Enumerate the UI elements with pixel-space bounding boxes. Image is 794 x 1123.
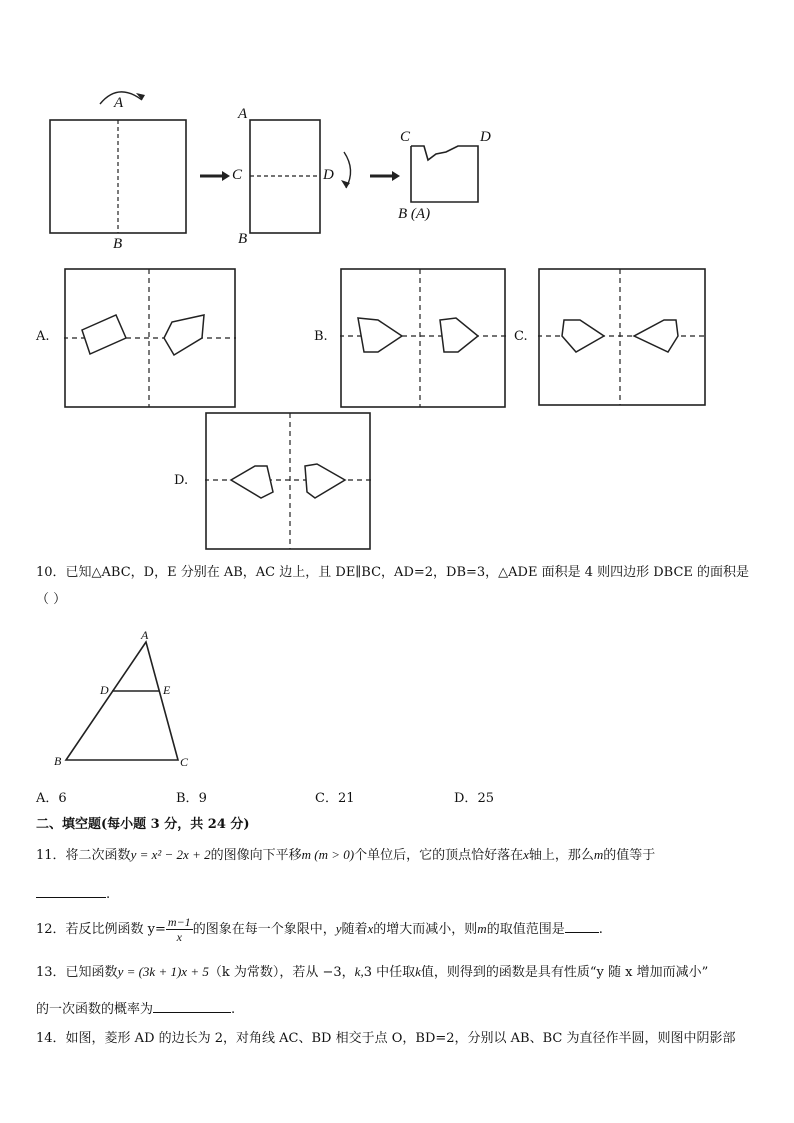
q10-body: 已知△ABC，D，E 分别在 AB，AC 边上，且 DE∥BC，AD=2，DB=3，△ADE 面积是 4 则四边形 DBCE 的面积是	[65, 565, 750, 580]
q13-formula: y = (3k + 1)x + 5	[117, 964, 209, 979]
label-C-third: C	[400, 129, 411, 145]
q12-fraction: $\frac{m-1}{x}$	[167, 915, 191, 944]
triangle-label-E: E	[163, 683, 171, 697]
q13-answer-blank[interactable]	[153, 999, 231, 1013]
q11-line1: 11．将二次函数y = x² − 2x + 2的图像向下平移m (m > 0)个单位后，它的顶点恰好落在x轴上，那么m的值等于	[36, 847, 656, 863]
label-D-second: D	[323, 167, 334, 183]
label-BA-third: B (A)	[398, 206, 431, 222]
q10-option-c: C．21	[315, 791, 355, 806]
q9-option-c-figure	[538, 268, 706, 406]
q12-line: 12．若反比例函数 y= $\frac{m-1}{x}$ 的图象在每一个象限中，y随着x的增大而减小，则m的取值范围是 .	[36, 915, 603, 944]
q10-paren: （ ）	[36, 592, 67, 607]
q10-option-a: A．6	[36, 791, 67, 806]
q14-line1: 14．如图，菱形 AD 的边长为 2，对角线 AC、BD 相交于点 O，BD=2，分别以 AB、BC 为直径作半圆，则图中阴影部	[36, 1031, 736, 1046]
arrow-right-2-head	[392, 171, 400, 181]
q9-option-d-label: D.	[174, 473, 189, 488]
q10-triangle-figure	[50, 628, 200, 770]
triangle-label-D: D	[100, 683, 109, 697]
q10-number: 10．	[36, 565, 66, 580]
label-C-second: C	[232, 167, 243, 183]
q13-line2: 的一次函数的概率为 .	[36, 999, 235, 1019]
q10-option-d: D．25	[454, 791, 494, 806]
q11-formula: y = x² − 2x + 2	[130, 847, 211, 862]
triangle-label-B: B	[54, 754, 62, 768]
q11-param: m (m > 0)	[301, 847, 355, 862]
arrow-right-1-head	[222, 171, 230, 181]
label-A-second: A	[238, 106, 248, 122]
q10-text	[36, 564, 749, 582]
q13-line1: 13．已知函数y = (3k + 1)x + 5（k 为常数），若从 −3，k,3 中任取k值，则得到的函数是具有性质“y 随 x 增加而减小”	[36, 964, 709, 980]
q11-answer-blank[interactable]	[36, 884, 106, 898]
q9-option-a-label: A.	[36, 329, 50, 344]
label-B-second: B	[238, 231, 248, 247]
q10-option-b: B．9	[176, 791, 207, 806]
q9-option-d-figure	[205, 412, 371, 550]
triangle-label-C: C	[180, 755, 189, 769]
label-A-top: A	[114, 95, 124, 111]
label-D-third: D	[480, 129, 491, 145]
q9-option-a-figure	[64, 268, 236, 408]
q12-answer-blank[interactable]	[565, 919, 599, 933]
q9-option-b-figure	[340, 268, 506, 408]
q9-option-b-label: B.	[314, 329, 328, 344]
q9-option-c-label: C.	[514, 329, 528, 344]
label-B-bottom: B	[113, 236, 123, 252]
section-2-title: 二、填空题(每小题 3 分，共 24 分)	[36, 817, 250, 832]
triangle-label-A: A	[141, 628, 149, 642]
q11-line2: .	[36, 884, 110, 904]
paper-rect-3	[411, 146, 478, 202]
